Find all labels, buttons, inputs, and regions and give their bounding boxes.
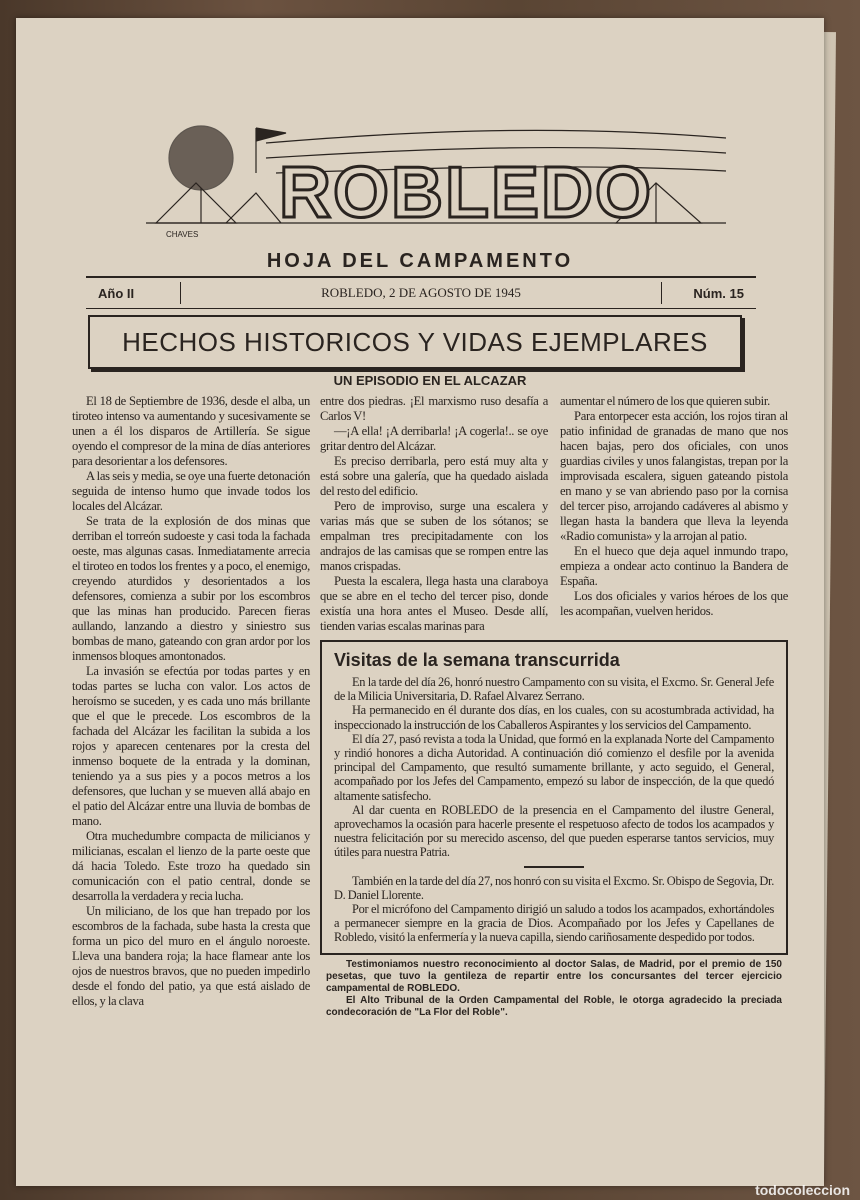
paragraph: Puesta la escalera, llega hasta una claraboya que se abre en el techo del tercer piso, donde existía una hora antes el Museo. Desde allí, tienden varias escalas marinas para — [320, 574, 548, 633]
article-column-3 — [560, 394, 788, 634]
masthead-subtitle: HOJA DEL CAMPAMENTO — [266, 250, 574, 272]
paragraph: Por el micrófono del Campamento dirigió un saludo a todos los acampados, exhortándoles a permanecer siempre en la gracia de Dios. Acompañado por los Jefes y Capellanes de Robledo, visitó la enfermería y la nueva capilla, siendo cariñosamente despedido por todos. — [334, 902, 774, 945]
dateline: ROBLEDO, 2 DE AGOSTO DE 1945 — [321, 285, 521, 300]
issue-info-bar — [86, 278, 756, 308]
paragraph: También en la tarde del día 27, nos honró con su visita el Excmo. Sr. Obispo de Segovia, Dr. D. Daniel Llorente. — [334, 873, 774, 902]
paragraph: El día 27, pasó revista a toda la Unidad, que formó en la explanada Norte del Campamento y rindió honores a dicha Autoridad. A continuación dió comienzo el desfile por la avenida principal del Campamento, que resultó sumamente brillante, y acto seguido, el General, acompañado por los Jefes del Campamento, empezó su labor de inspección, de la que quedó altamente satisfecho. — [334, 731, 774, 803]
article-column-2 — [320, 394, 548, 634]
article-headline: UN EPISODIO EN EL ALCAZAR — [333, 373, 527, 388]
paragraph: Un miliciano, de los que han trepado por los escombros de la fachada, sube hasta la cresta que forma un pico del muro en el ángulo noroeste. Lleva una bandera roja; la hace flamear ante los ojos de nuestros bravos, que no pueden impedirlo desde el fondo del patio, ya que está aislado de ellos, y la clava — [72, 904, 310, 1008]
article-columns-2-3 — [320, 394, 788, 634]
paragraph: Es preciso derribarla, pero está muy alta y está sobre una galería, que ha quedado aislada del resto del edificio. — [320, 454, 548, 498]
paragraph: Se trata de la explosión de dos minas que derriban el torreón sudoeste y casi toda la fachada oeste, mas algunas casas. Inmediatamente arrecia el tiroteo en todos los frentes y a poco, el enemigo, creyendo aturdidos y desorientados a los defensores, comienza a subir por los escombros que las minas han producido. Parecen fieras aullando, lanzando a diestro y siniestro sus bombas de mano, gateando con gran ardor por los inmensos bloques amontonados. — [72, 514, 310, 663]
paragraph: Ha permanecido en él durante dos días, en los cuales, con su acostumbrada actividad, ha inspeccionado la instrucción de los Caballeros Aspirantes y los servicios del Campamento. — [334, 703, 774, 732]
paragraph: En la tarde del día 26, honró nuestro Campamento con su visita, el Excmo. Sr. General Jefe de la Milicia Universitaria, D. Rafael Alvarez Serrano. — [334, 675, 774, 704]
paragraph: En el hueco que deja aquel inmundo trapo, empieza a ondear acto continuo la Bandera de España. — [560, 544, 788, 588]
article-column-1 — [72, 394, 310, 1009]
artist-signature: CHAVES — [166, 230, 199, 239]
paragraph: Al dar cuenta en ROBLEDO de la presencia en el Campamento del ilustre General, aprovechamos la ocasión para hacerle presente el respetuoso afecto de todos los acampados y nuestra felicitación por su merecido ascenso, del que pueden esperarse tantos servicios, muy útiles para nuestra Patria. — [334, 802, 774, 860]
note: Testimoniamos nuestro reconocimiento al doctor Salas, de Madrid, por el premio de 150 pesetas, que tuvo la gentileza de repartir entre los concursantes del tercer ejercicio campamental de ROBLEDO. — [326, 958, 782, 994]
year-label: Año II — [98, 285, 135, 301]
watermark: todocoleccion — [755, 1182, 850, 1198]
masthead-logo — [126, 113, 726, 243]
divider — [86, 308, 756, 309]
paragraph: Otra muchedumbre compacta de milicianos y milicianas, escalan el lienzo de la parte oeste que dá hacia Toledo. Este trozo ha quedado sin comunicación con el patio central, donde se desarrolla la verdadera y recia lucha. — [72, 829, 310, 903]
visits-box — [320, 640, 788, 955]
logo-wordmark: ROBLEDO — [279, 153, 653, 233]
paragraph: aumentar el número de los que quieren subir. — [560, 394, 770, 408]
newspaper-page — [16, 18, 824, 1186]
paragraph: —¡A ella! ¡A derribarla! ¡A cogerla!.. se oye gritar dentro del Alcázar. — [320, 424, 548, 453]
paragraph: El 18 de Septiembre de 1936, desde el alba, un tiroteo intenso va aumentando y sucesivamente se unen a él los disparos de Artillería. Se sigue oyendo el compresor de la mina de días anteriores para desorientar a los defensores. — [72, 394, 310, 468]
paragraph: Pero de improviso, surge una escalera y varias más que se suben de los sótanos; se empalman tres precipitadamente con los andrajos de las camisas que se rompen entre las manos crispadas. — [320, 499, 548, 573]
right-content — [320, 394, 788, 1019]
paragraph: entre dos piedras. ¡El marxismo ruso desafía a Carlos V! — [320, 394, 548, 423]
note: El Alto Tribunal de la Orden Campamental del Roble, le otorga agradecido la preciada condecoración de "La Flor del Roble". — [326, 994, 782, 1018]
paragraph: A las seis y media, se oye una fuerte detonación seguida de intenso humo que invade todos los locales del Alcázar. — [72, 469, 310, 513]
divider — [524, 866, 584, 868]
visits-title: Visitas de la semana transcurrida — [334, 650, 620, 670]
notes-section — [320, 959, 788, 1019]
paragraph: Los dos oficiales y varios héroes de los que les acompañan, vuelven heridos. — [560, 589, 788, 618]
issue-number: Núm. 15 — [693, 285, 744, 301]
section-title: HECHOS HISTORICOS Y VIDAS EJEMPLARES — [88, 315, 742, 369]
paragraph: La invasión se efectúa por todas partes y en todas partes se lucha con valor. Los actos de heroísmo se suceden, y es cada uno más brillante que el que le precede. Los escombros de la fachada del Alcázar les facilitan la subida a los rojos y aparecen centenares por la cresta del inmenso boquete de la entrada y la dominan, teniendo ya a sus pies y a pocos metros a los defensores, que luchan y se mueven allá abajo en el patio del Alcázar entre una lluvia de bombas de mano. — [72, 664, 310, 828]
paragraph: Para entorpecer esta acción, los rojos tiran al patio infinidad de granadas de mano que nos hacen bajas, pero dos oficiales, con unos guardias civiles y unos falangistas, trepan por la improvisada escalera, siguen gateando pistola en mano y se van abriendo paso por la cornisa del tercer piso, arrojando cadáveres al abismo y llegan hasta la bandera que lleva la leyenda «Radio comunista» y la arrojan al patio. — [560, 409, 788, 543]
